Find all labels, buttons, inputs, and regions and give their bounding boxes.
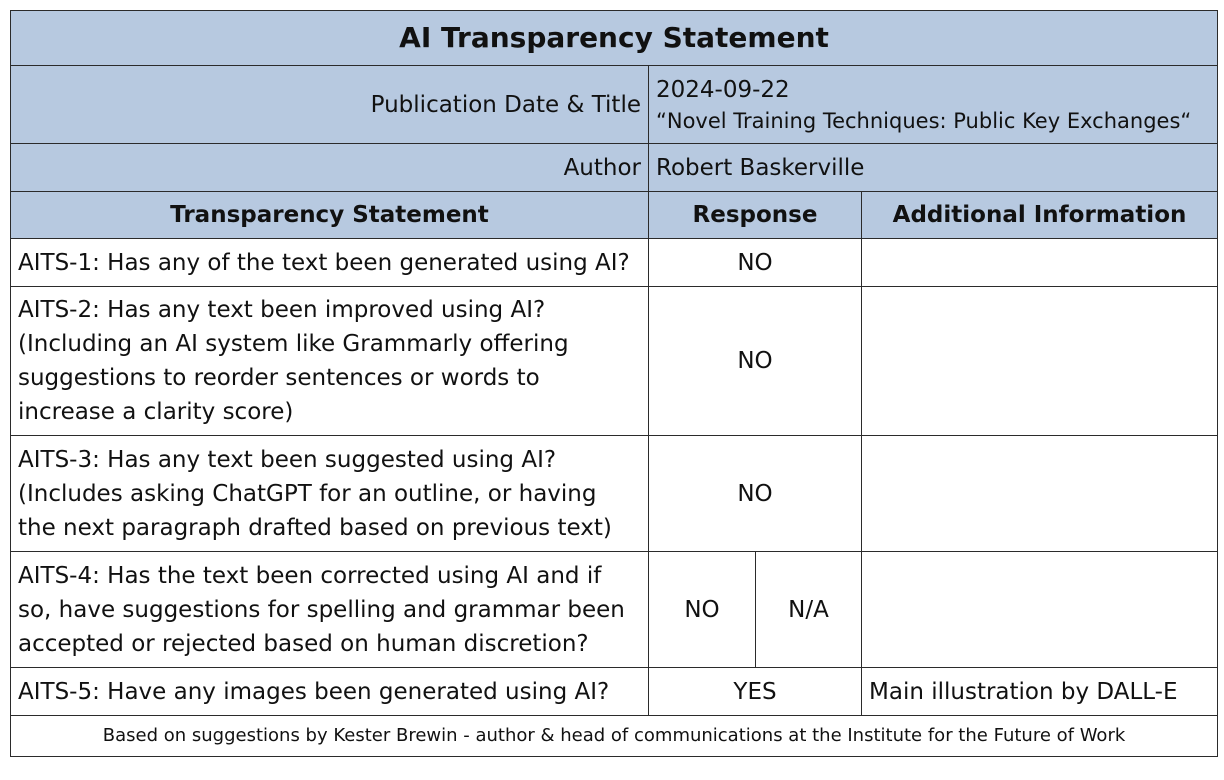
info-aits-2	[862, 287, 1218, 436]
question-aits-4: AITS-4: Has the text been corrected using AI and if so, have suggestions for spelling and grammar been accepted or rejected based on human discretion?	[11, 552, 649, 668]
info-aits-4	[862, 552, 1218, 668]
response-aits-5: YES	[649, 668, 862, 716]
publication-label: Publication Date & Title	[11, 66, 649, 144]
question-aits-5: AITS-5: Have any images been generated using AI?	[11, 668, 649, 716]
author-label: Author	[11, 144, 649, 192]
response-aits-2: NO	[649, 287, 862, 436]
footer-credit: Based on suggestions by Kester Brewin - author & head of communications at the Institute for the Future of Work	[11, 716, 1218, 757]
response-aits-4-a: NO	[649, 552, 756, 668]
column-header-statement: Transparency Statement	[11, 192, 649, 239]
column-header-response: Response	[649, 192, 862, 239]
response-aits-4-b: N/A	[756, 552, 862, 668]
publication-value	[649, 66, 1218, 144]
question-aits-2: AITS-2: Has any text been improved using AI? (Including an AI system like Grammarly offering suggestions to reorder sentences or words to increase a clarity score)	[11, 287, 649, 436]
response-aits-1: NO	[649, 239, 862, 287]
question-aits-3: AITS-3: Has any text been suggested using AI? (Includes asking ChatGPT for an outline, or having the next paragraph drafted based on previous text)	[11, 436, 649, 552]
transparency-table	[10, 10, 1218, 757]
response-aits-3: NO	[649, 436, 862, 552]
question-aits-1: AITS-1: Has any of the text been generated using AI?	[11, 239, 649, 287]
publication-date: 2024-09-22	[656, 76, 790, 103]
statement-title: AI Transparency Statement	[11, 11, 1218, 66]
table-row	[11, 668, 1218, 716]
info-aits-3	[862, 436, 1218, 552]
column-header-additional: Additional Information	[862, 192, 1218, 239]
table-row	[11, 287, 1218, 436]
info-aits-1	[862, 239, 1218, 287]
table-row	[11, 436, 1218, 552]
publication-title: “Novel Training Techniques: Public Key Exchanges“	[656, 108, 1192, 133]
author-name: Robert Baskerville	[649, 144, 1218, 192]
table-row	[11, 239, 1218, 287]
table-row	[11, 552, 1218, 668]
info-aits-5: Main illustration by DALL-E	[862, 668, 1218, 716]
